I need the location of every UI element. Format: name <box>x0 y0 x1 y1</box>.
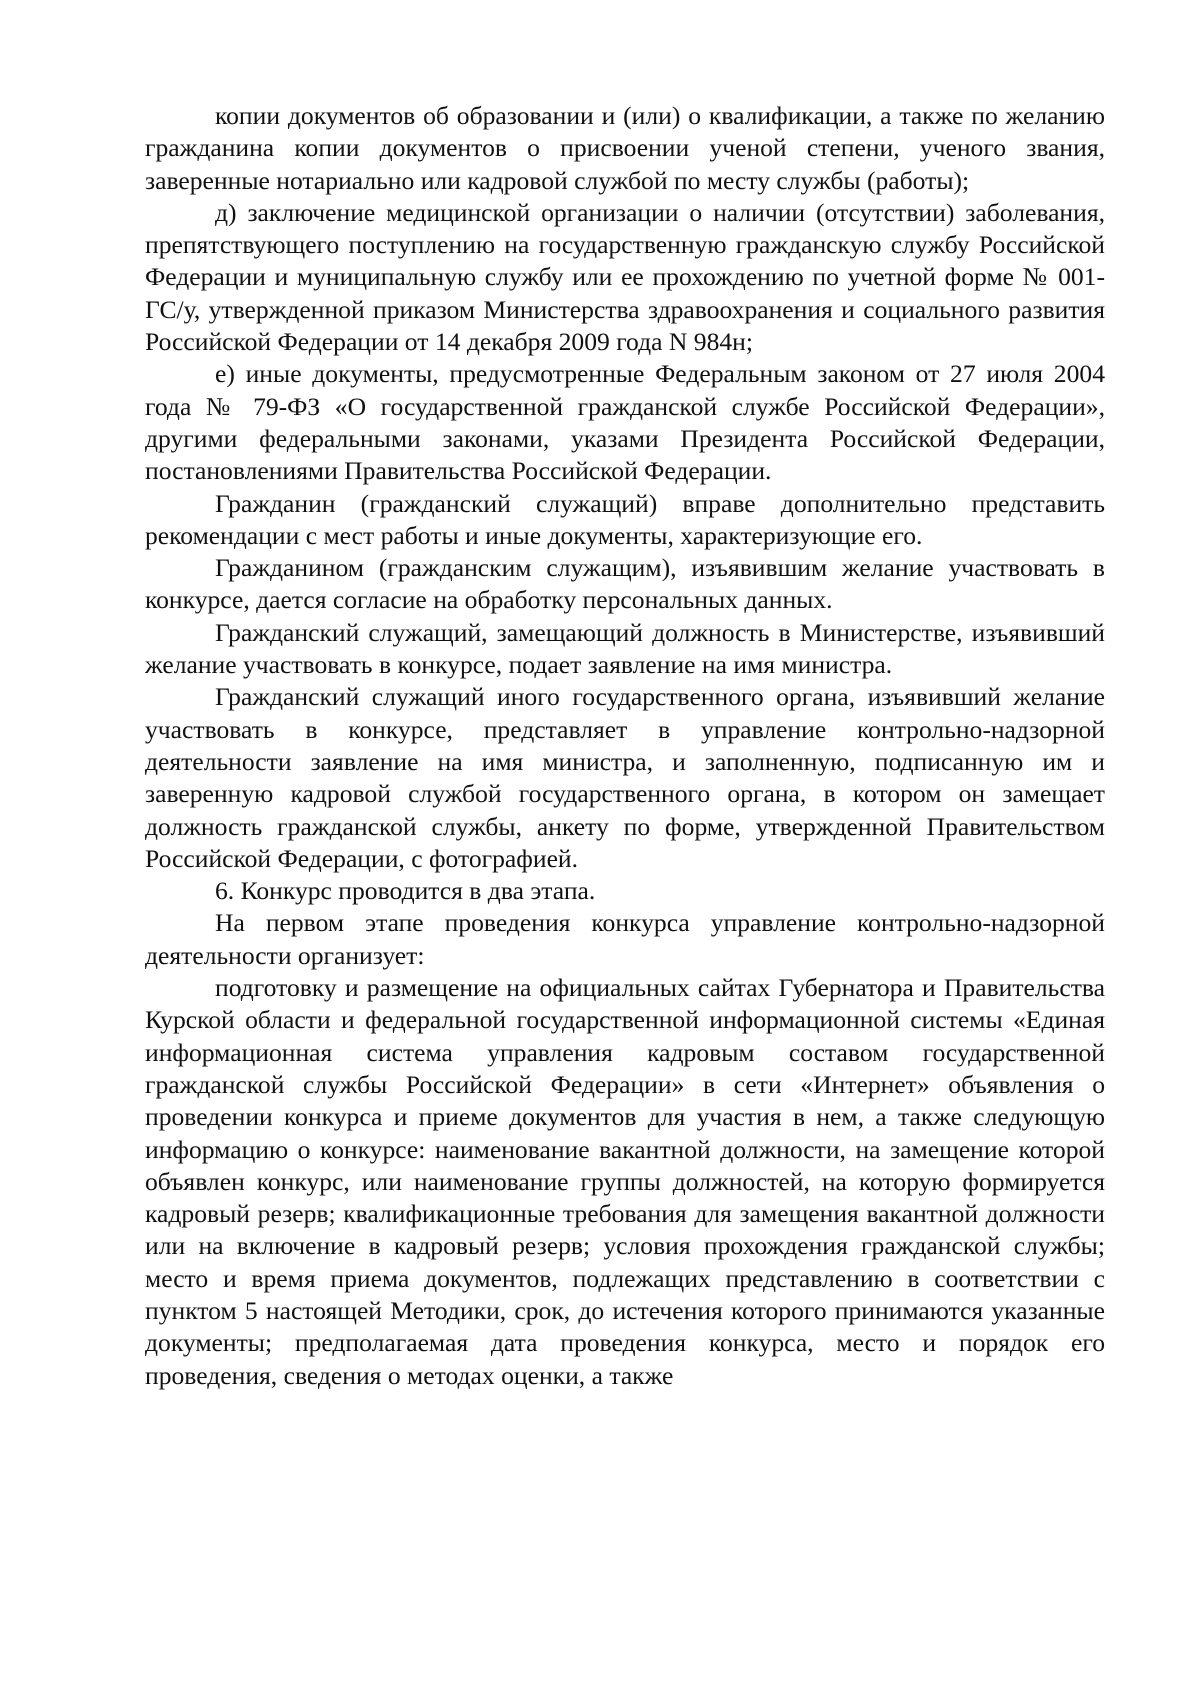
paragraph-two-stages: 6. Конкурс проводится в два этапа. <box>215 876 596 906</box>
paragraph-personal-data-consent: Гражданином (гражданским служащим), изъявившим желание участвовать в конкурсе, дается согласие на обработку персональных данных. <box>145 553 1105 615</box>
paragraph-first-stage: На первом этапе проведения конкурса управление контрольно-надзорной деятельности организует: <box>145 908 1105 970</box>
paragraph-medical-conclusion: д) заключение медицинской организации о наличии (отсутствии) заболевания, препятствующего поступлению на государственную гражданскую службу Российской Федерации и муниципальную службу или ее прохождению по учетной форме № 001-ГС/у, утвержденной приказом Министерства здравоохранения и социального развития Российской Федерации от 14 декабря 2009 года N 984н; <box>145 197 1105 357</box>
paragraph-education-docs: копии документов об образовании и (или) о квалификации, а также по желанию гражданина копии документов о присвоении ученой степени, ученого звания, заверенные нотариально или кадровой службой по месту службы (работы); <box>145 101 1105 195</box>
paragraph-other-agency-servant: Гражданский служащий иного государственного органа, изъявивший желание участвовать в конкурсе, представляет в управление контрольно-надзорной деятельности заявление на имя министра, и заполненную, подписанную им и заверенную кадровой службой государственного органа, в котором он замещает должность гражданской службы, анкету по форме, утвержденной Правительством Российской Федерации, с фотографией. <box>145 682 1105 873</box>
paragraph-publication: подготовку и размещение на официальных сайтах Губернатора и Правительства Курской области и федеральной государственной информационной системы «Единая информационная система управления кадровым составом государственной гражданской службы Российской Федерации» в сети «Интернет» объявления о проведении конкурса и приеме документов для участия в нем, а также следующую информацию о конкурсе: наименование вакантной должности, на замещение которой объявлен конкурс, или наименование группы должностей, на которую формируется кадровый резерв; квалификационные требования для замещения вакантной должности или на включение в кадровый резерв; условия прохождения гражданской службы; место и время приема документов, подлежащих представлению в соответствии с пунктом 5 настоящей Методики, срок, до истечения которого принимаются указанные документы; предполагаемая дата проведения конкурса, место и порядок его проведения, сведения о методах оценки, а также <box>145 973 1105 1390</box>
paragraph-recommendations: Гражданин (гражданский служащий) вправе дополнительно представить рекомендации с мест работы и иные документы, характеризующие его. <box>145 488 1105 550</box>
paragraph-ministry-servant: Гражданский служащий, замещающий должность в Министерстве, изъявивший желание участвовать в конкурсе, подает заявление на имя министра. <box>145 617 1105 680</box>
paragraph-other-documents: е) иные документы, предусмотренные Федеральным законом от 27 июля 2004 года № 79-ФЗ «О государственной гражданской службе Российской Федерации», другими федеральными законами, указами Президента Российской Федерации, постановлениями Правительства Российской Федерации. <box>145 359 1105 486</box>
document-body <box>145 100 1105 1392</box>
